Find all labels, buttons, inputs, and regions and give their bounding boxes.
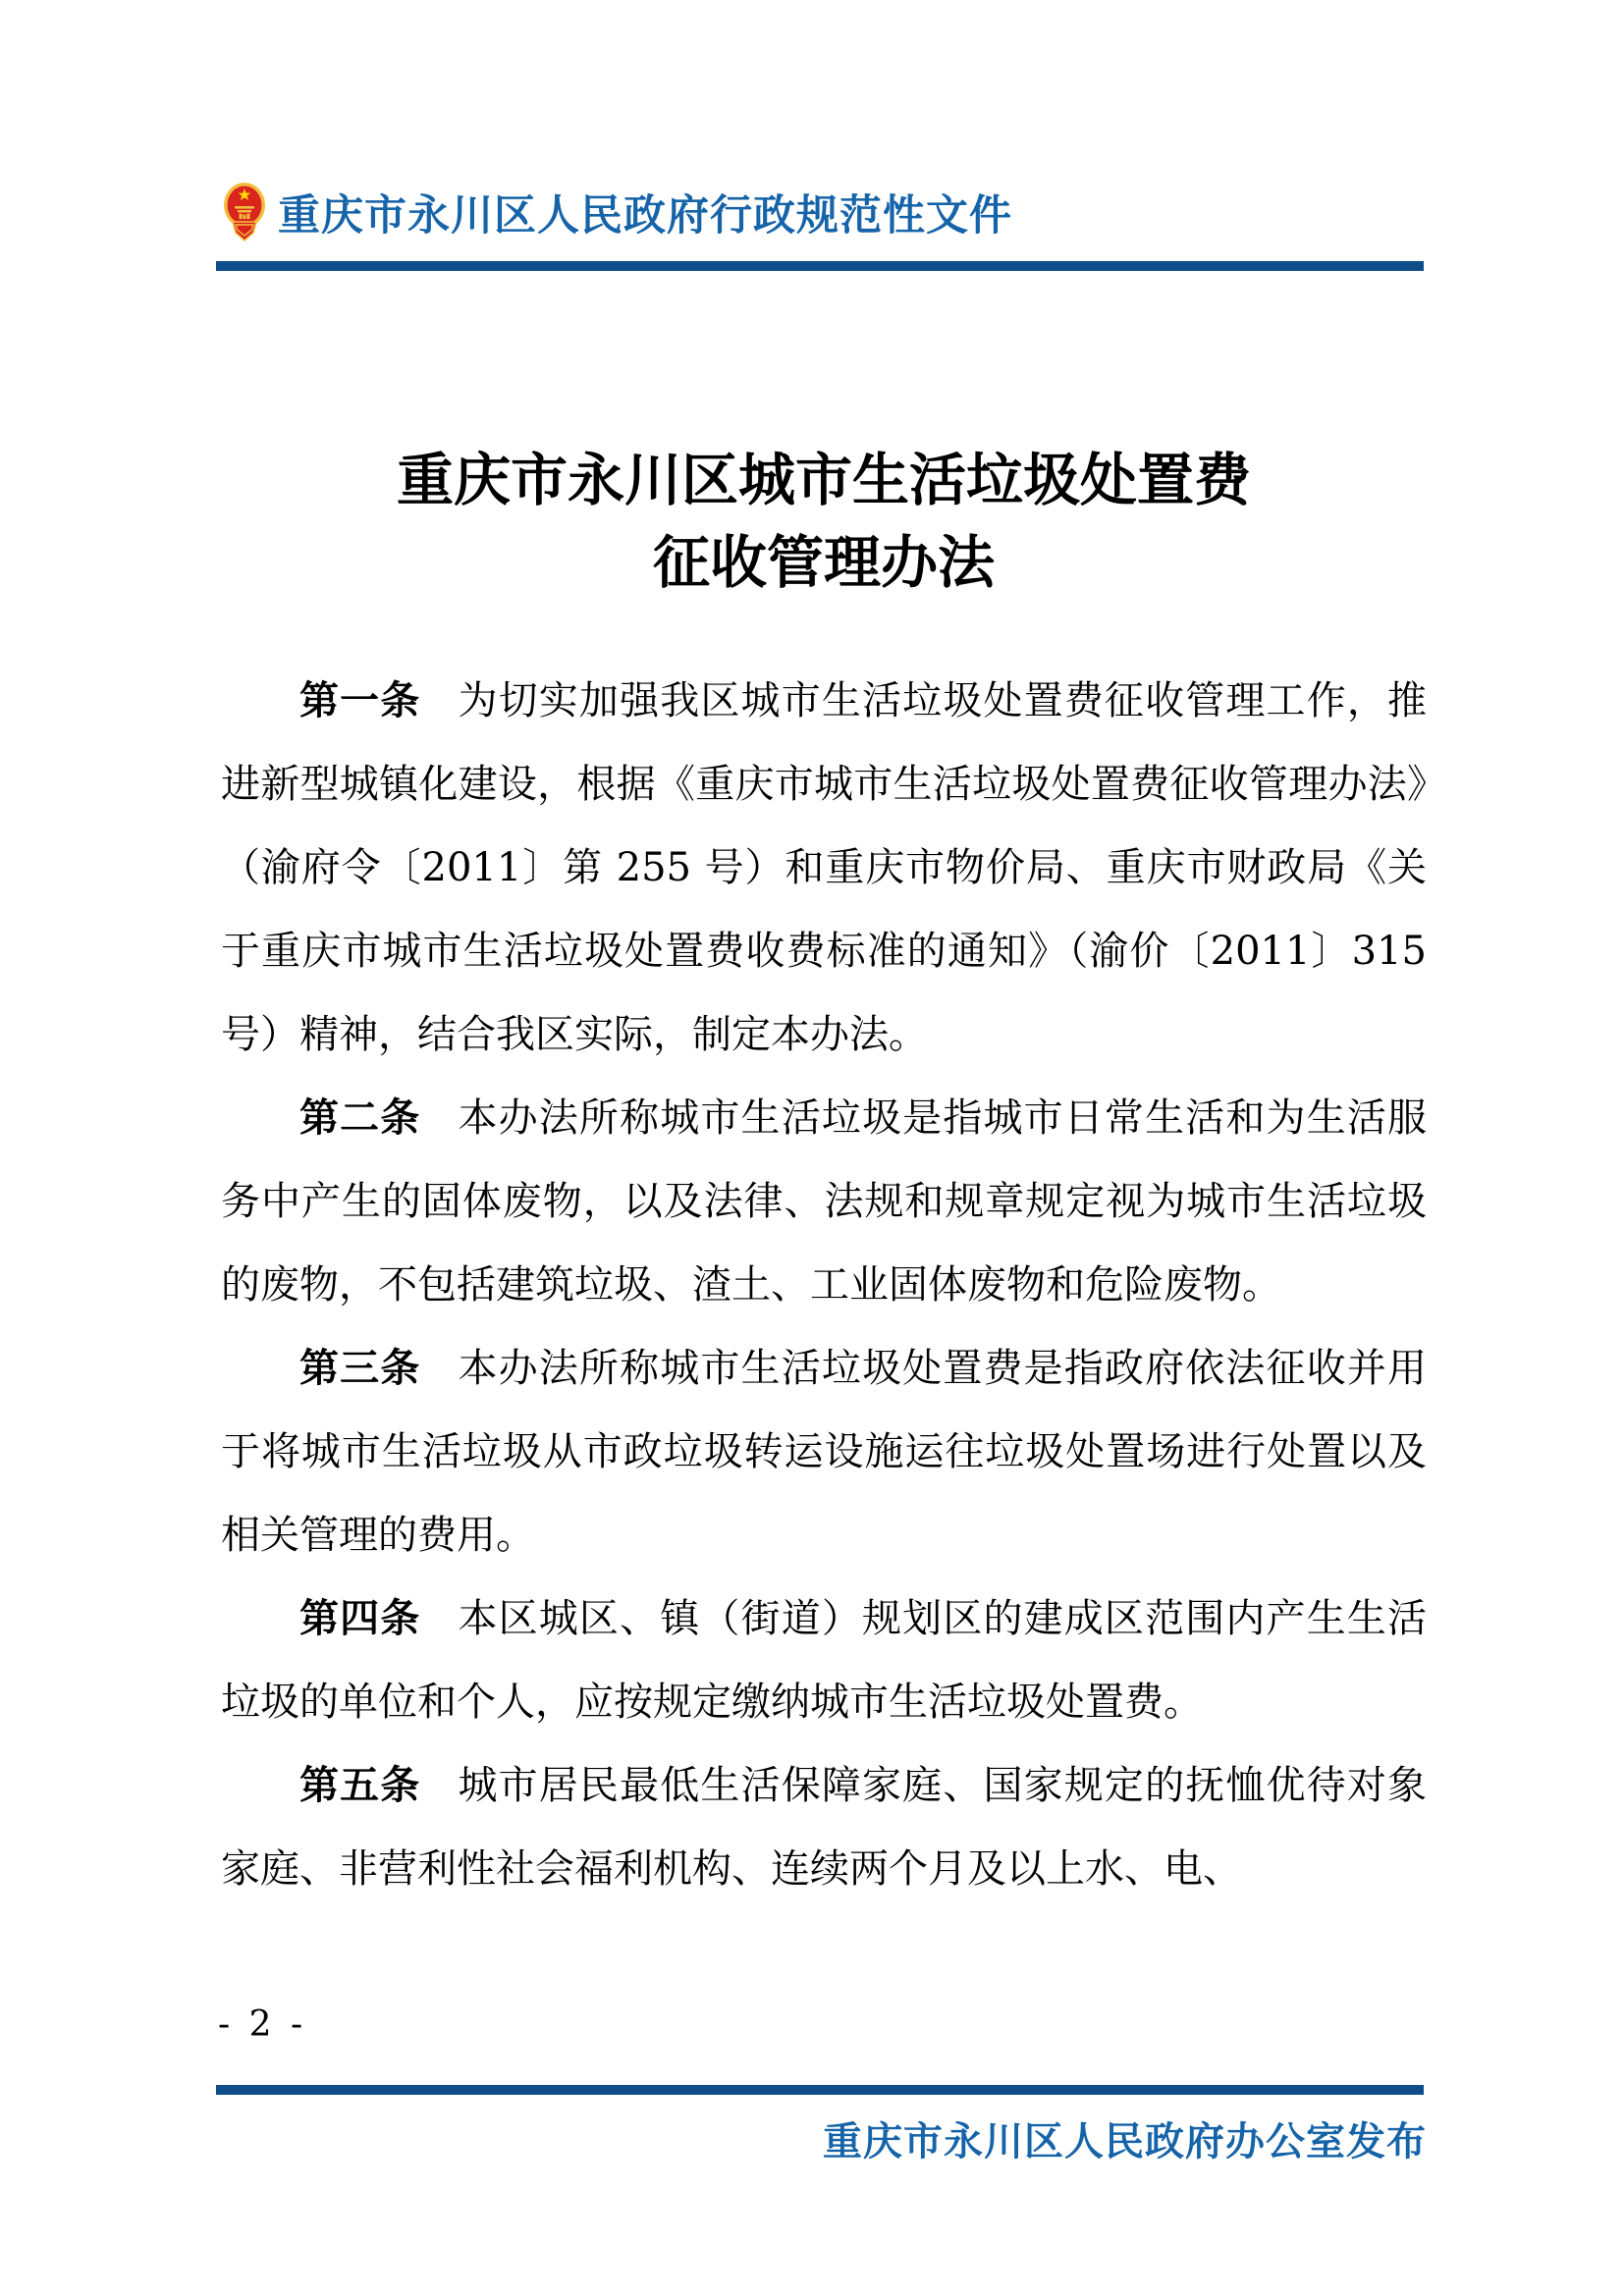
article-paragraph-2: [221, 1077, 1427, 1327]
article-paragraph-4: [221, 1577, 1427, 1744]
national-emblem-icon: [223, 182, 266, 242]
article-paragraph-3: [221, 1327, 1427, 1577]
document-body: [221, 660, 1427, 1911]
header-banner-title: 重庆市永川区人民政府行政规范性文件: [278, 190, 1012, 240]
article-label-1: 第一条: [299, 678, 421, 723]
document-title: [221, 439, 1427, 604]
document-title-line2: 征收管理办法: [652, 529, 995, 596]
article-text-3: 本办法所称城市生活垃圾处置费是指政府依法征收并用于将城市生活垃圾从市政垃圾转运设施运往垃圾处置场进行处置以及相关管理的费用。: [221, 1346, 1428, 1558]
article-text-2: 本办法所称城市生活垃圾是指城市日常生活和为生活服务中产生的固体废物，以及法律、法规和规章规定视为城市生活垃圾的废物，不包括建筑垃圾、渣土、工业固体废物和危险废物。: [221, 1095, 1428, 1308]
article-text-5: 城市居民最低生活保障家庭、国家规定的抚恤优待对象家庭、非营利性社会福利机构、连续两个月及以上水、电、: [221, 1763, 1428, 1892]
header-divider: [216, 261, 1424, 271]
article-paragraph-1: [221, 660, 1427, 1077]
article-label-5: 第五条: [299, 1763, 421, 1808]
document-header: [223, 182, 1012, 242]
article-label-2: 第二条: [299, 1095, 421, 1141]
publisher-line: 重庆市永川区人民政府办公室发布: [823, 2118, 1427, 2164]
article-paragraph-5: [221, 1744, 1427, 1911]
document-title-line1: 重庆市永川区城市生活垃圾处置费: [396, 447, 1251, 513]
page-number: - 2 -: [218, 2004, 307, 2045]
article-text-1: 为切实加强我区城市生活垃圾处置费征收管理工作，推进新型城镇化建设，根据《重庆市城市生活垃圾处置费征收管理办法》（渝府令〔2011〕第 255 号）和重庆市物价局、重庆市财政局《关于重庆市城市生活垃圾处置费收费标准的通知》（渝价〔2011〕315 号）精神，结合我区实际，制定本办法。: [221, 678, 1428, 1057]
footer-divider: [216, 2085, 1424, 2095]
article-text-4: 本区城区、镇（街道）规划区的建成区范围内产生生活垃圾的单位和个人，应按规定缴纳城市生活垃圾处置费。: [221, 1596, 1428, 1725]
article-label-4: 第四条: [299, 1596, 421, 1641]
article-label-3: 第三条: [299, 1346, 421, 1391]
